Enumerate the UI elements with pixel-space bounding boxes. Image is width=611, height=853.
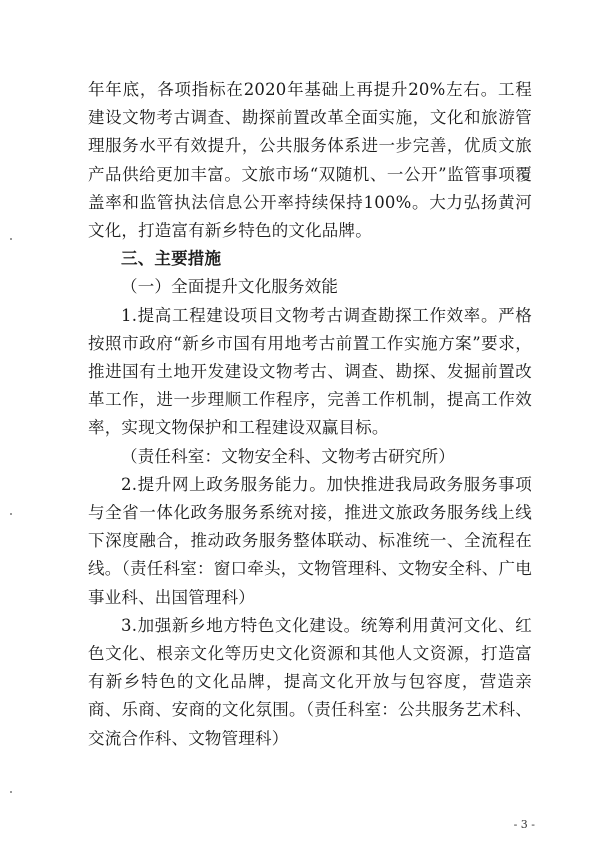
paragraph-continuation: 年年底，各项指标在2020年基础上再提升20%左右。工程建设文物考古调查、勘探前置改革全面实施，文化和旅游管理服务水平有效提升，公共服务体系进一步完善，优质文旅产品供给更加丰富。文旅市场“双随机、一公开”监管事项覆盖率和监管执法信息公开率持续保持100%。大力弘扬黄河文化，打造富有新乡特色的文化品牌。 [88, 80, 532, 241]
subsection-heading: （一）全面提升文化服务效能 [121, 277, 339, 297]
measure-paragraph-1: 1.提高工程建设项目文物考古调查勘探工作效率。严格按照市政府“新乡市国有用地考古前置工作实施方案”要求，推进国有土地开发建设文物考古、调查、勘探、发掘前置改革工作，进一步理顺工作程序，完善工作机制，提高工作效率，实现文物保护和工程建设双赢目标。 [88, 305, 532, 438]
binding-mark [10, 513, 12, 515]
measure-paragraph-2: 2.提升网上政务服务能力。加快推进我局政务服务事项与全省一体化政务服务系统对接，推进文旅政务服务线上线下深度融合，推动政务服务整体联动、标准统一、全流程在线。（责任科室：窗口牵头，文物管理科、文物安全科、广电事业科、出国管理科） [88, 474, 532, 607]
document-body [88, 76, 532, 753]
section-heading: 三、主要措施 [121, 249, 222, 269]
responsibility-note: （责任科室：文物安全科、文物考古研究所） [121, 446, 455, 466]
page-number: - 3 - [513, 818, 535, 831]
binding-mark [10, 791, 12, 793]
measure-paragraph-3: 3.加强新乡地方特色文化建设。统筹利用黄河文化、红色文化、根亲文化等历史文化资源和其他人文资源，打造富有新乡特色的文化品牌，提高文化开放与包容度，营造亲商、乐商、安商的文化氛围。（责任科室：公共服务艺术科、交流合作科、文物管理科） [88, 615, 532, 748]
binding-mark [10, 238, 12, 240]
